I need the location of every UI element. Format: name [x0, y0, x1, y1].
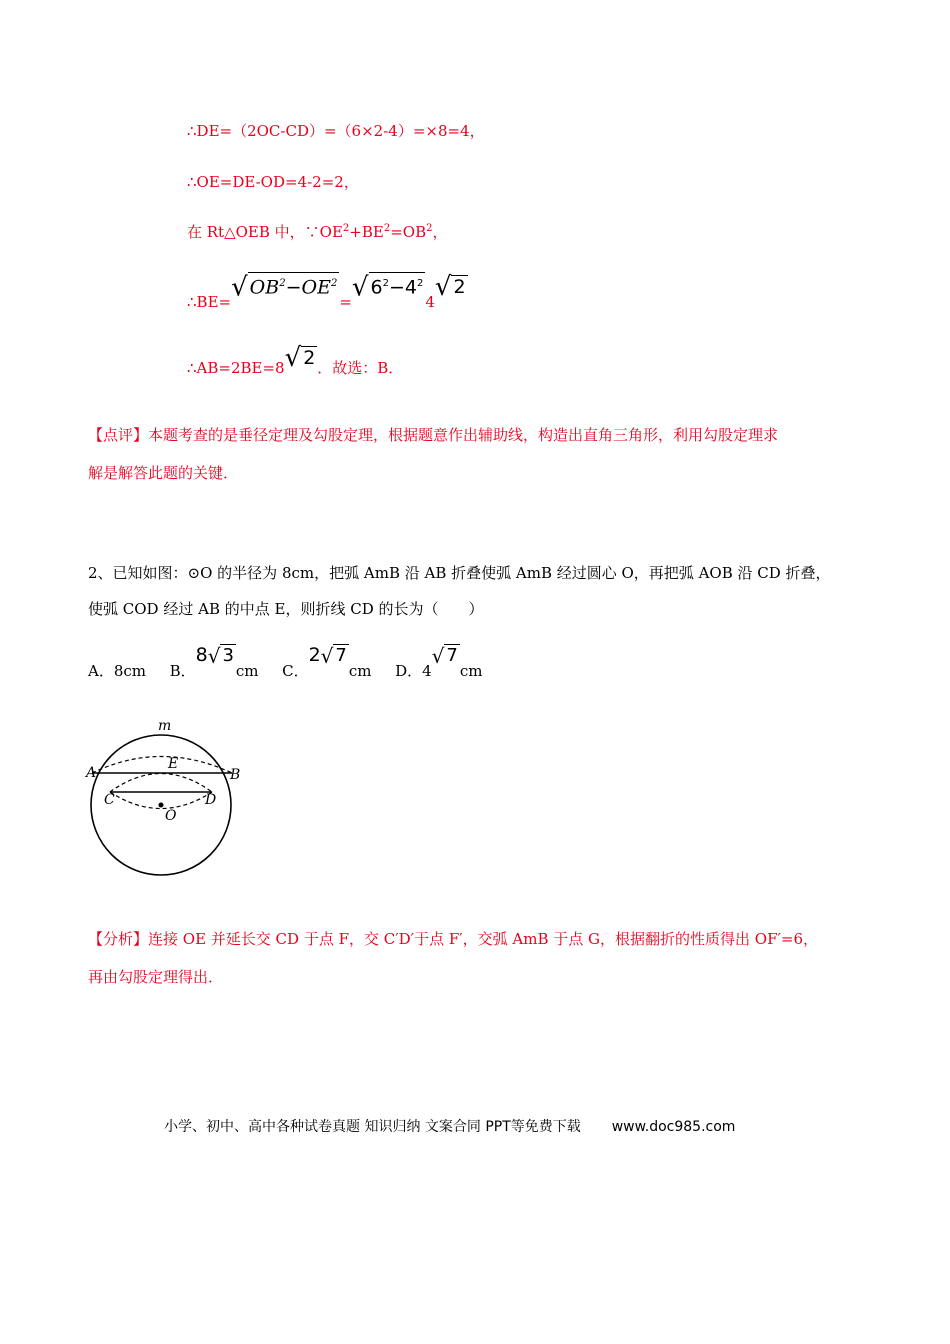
label-c: C — [104, 792, 115, 808]
text-segment: = — [339, 293, 352, 312]
superscript: 2 — [416, 278, 424, 289]
option-b-unit: cm — [235, 662, 259, 680]
text-segment: OB — [249, 276, 280, 299]
text-segment: ．故选：B． — [317, 359, 404, 377]
option-b-radical: √ 3 — [207, 644, 234, 668]
solution-line-de: ∴DE=（2OC-CD）=（6×2-4）=×8=4， — [187, 122, 485, 140]
text-segment: +BE — [349, 223, 384, 241]
comment-line-1: 【点评】本题考查的是垂径定理及勾股定理，根据题意作出辅助线，构造出直角三角形，利用勾股定理求 — [88, 426, 779, 444]
text-segment: 在 Rt△OEB 中，∵OE — [187, 223, 343, 241]
label-m: m — [158, 718, 172, 734]
text-segment: 4 — [425, 293, 435, 312]
text-segment: 7 — [335, 645, 347, 666]
label-o: O — [165, 808, 177, 824]
solution-line-be — [187, 272, 468, 312]
superscript: 2 — [342, 223, 350, 234]
text-segment: ， — [432, 223, 448, 241]
arc-cod-upper-dashed — [110, 774, 212, 793]
text-segment: ∴BE= — [187, 293, 232, 312]
solution-line-oe: ∴OE=DE-OD=4-2=2， — [187, 173, 359, 191]
text-segment: 6 — [370, 276, 383, 299]
label-b: B — [230, 767, 241, 783]
option-d-coef: 4 — [422, 662, 432, 680]
superscript: 2 — [330, 278, 338, 289]
circle-fold-figure — [82, 715, 252, 880]
superscript: 2 — [382, 278, 389, 289]
label-a: A — [86, 765, 97, 781]
label-d: D — [205, 792, 217, 808]
radical-2: √ 2 — [284, 343, 316, 373]
text-segment: 4 — [404, 276, 417, 299]
text-segment: 2 — [303, 347, 316, 369]
analysis-line-1: 【分析】连接 OE 并延长交 CD 于点 F，交 C′D′于点 F′，交弧 AmB 于点 G，根据翻折的性质得出 OF′=6， — [88, 930, 819, 948]
superscript: 2 — [279, 278, 286, 289]
question-line-1: 2、已知如图：⊙O 的半径为 8cm，把弧 AmB 沿 AB 折叠使弧 AmB 经过圆心 O，再把弧 AOB 沿 CD 折叠， — [88, 564, 831, 582]
text-segment: =OB — [390, 223, 427, 241]
text-segment: ∴AB=2BE=8 — [187, 359, 285, 377]
option-c-unit: cm — [348, 662, 372, 680]
option-c-coef: 2 — [308, 644, 321, 666]
text-segment: − — [285, 276, 302, 299]
comment-line-2: 解是解答此题的关键． — [88, 464, 239, 482]
text-segment: 2 — [453, 276, 466, 299]
text-segment: 3 — [222, 645, 234, 666]
solution-line-pythagoras — [187, 221, 448, 242]
text-segment: OE — [301, 276, 331, 299]
footer — [164, 1116, 735, 1136]
option-d-radical: √ 7 — [431, 644, 458, 668]
footer-text: 小学、初中、高中各种试卷真题 知识归纳 文案合同 PPT等免费下载 — [164, 1119, 581, 1135]
label-e: E — [168, 756, 179, 772]
option-c-radical: √ 7 — [320, 644, 347, 668]
option-b-coef: 8 — [195, 644, 208, 666]
superscript: 2 — [426, 223, 433, 234]
radical-ob-oe: √ $OB^2-OE^2$ — [231, 272, 338, 303]
text-segment: 7 — [446, 645, 458, 666]
superscript: 2 — [383, 223, 391, 234]
option-d-unit: cm — [459, 662, 483, 680]
question-options — [88, 644, 483, 680]
arc-amb-dashed — [92, 757, 232, 774]
radical-2: √ 2 — [434, 272, 466, 303]
option-c-label: C． — [282, 662, 309, 680]
text-segment: − — [388, 276, 405, 299]
option-d-label: D． — [395, 662, 423, 680]
center-point-o — [159, 803, 164, 808]
question-line-2: 使弧 COD 经过 AB 的中点 E，则折线 CD 的长为（ ） — [88, 600, 484, 618]
option-b-label: B． — [169, 662, 196, 680]
radical-6-4: √ $6^2-4^2$ — [351, 272, 424, 303]
footer-url[interactable]: www.doc985.com — [611, 1119, 736, 1135]
solution-line-ab — [187, 343, 404, 377]
option-a: A．8cm — [88, 662, 147, 680]
analysis-line-2: 再由勾股定理得出． — [88, 968, 224, 986]
